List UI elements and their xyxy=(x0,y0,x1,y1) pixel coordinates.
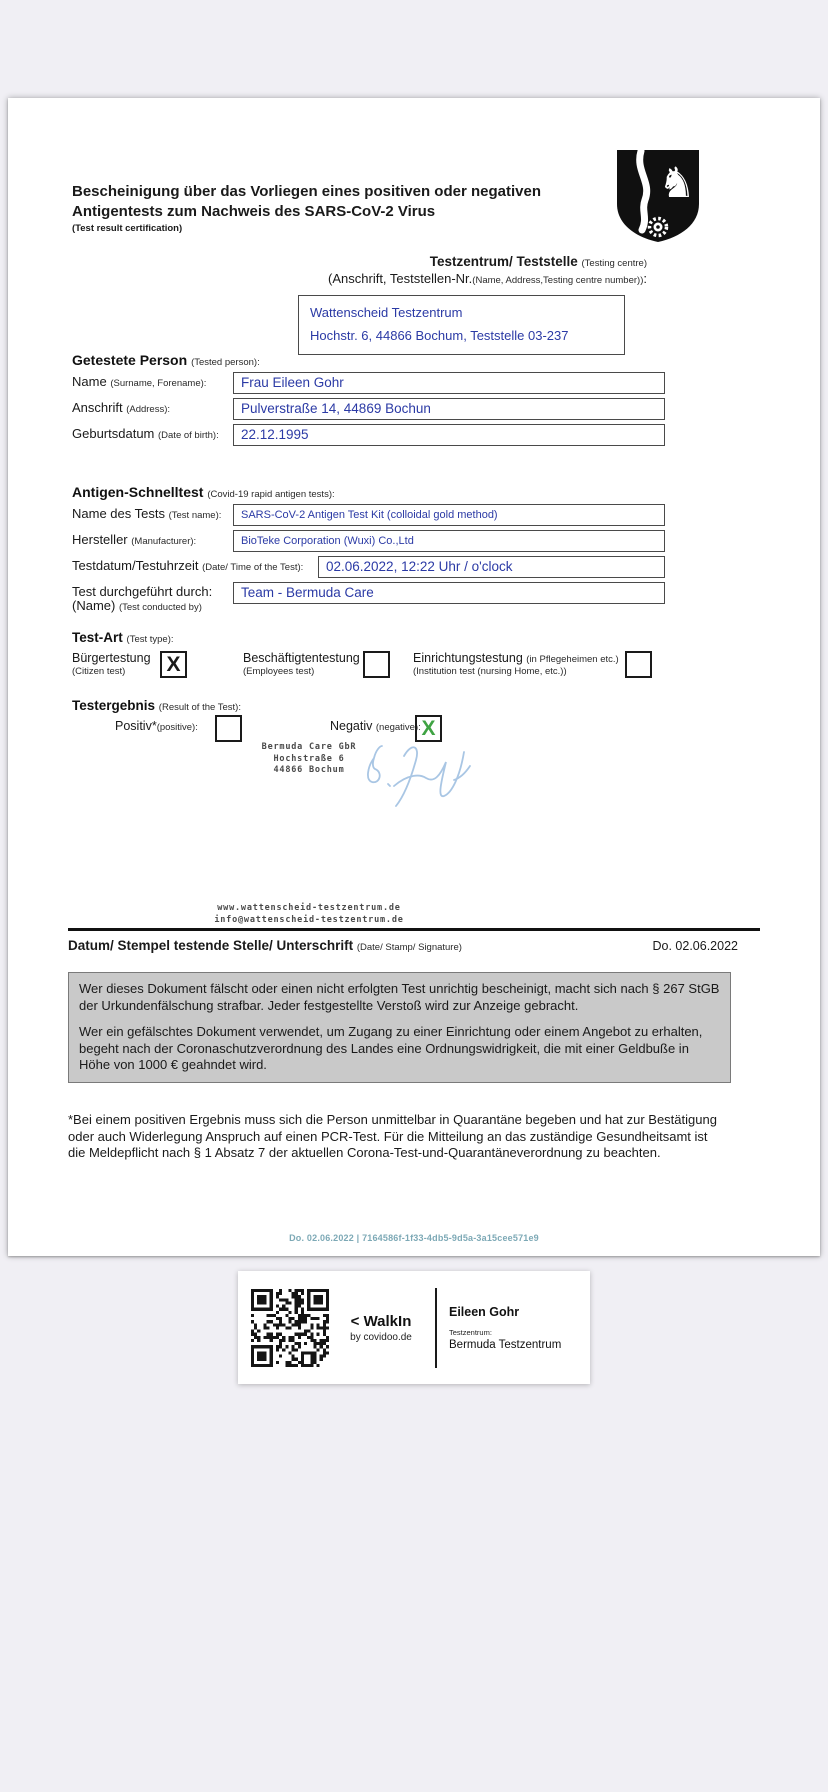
walkin-brand xyxy=(335,1313,427,1343)
title-line2: Antigentests zum Nachweis des SARS-CoV-2 Virus xyxy=(72,203,436,220)
section-tested-person: Getestete Person (Tested person): xyxy=(72,352,260,368)
test-fields xyxy=(72,504,665,619)
institution-test-checkbox[interactable] xyxy=(625,651,652,678)
option-employees-test: Beschäftigtentestung (Employees test) xyxy=(243,651,360,677)
field-row-conducted-by: Test durchgeführt durch: (Name) (Test conducted by) Team - Bermuda Care xyxy=(72,582,665,615)
warning-paragraph-2: Wer ein gefälschtes Dokument verwendet, um Zugang zu einer Einrichtung oder einem Angebot zu erhalten, begeht nach der Coronaschutzverordnung des Landes eine Ordnungswidrigkeit, die mit einer Geldbuße in Höhe von 1000 € geahndet wird. xyxy=(79,1024,703,1072)
testcentre-name: Wattenscheid Testzentrum xyxy=(310,305,463,320)
stamp-email: info@wattenscheid-testzentrum.de xyxy=(214,914,404,925)
negative-checkbox[interactable]: X xyxy=(415,715,442,742)
card-divider xyxy=(435,1288,437,1368)
title-subtitle: (Test result certification) xyxy=(72,223,183,234)
field-row-address: Anschrift (Address): Pulverstraße 14, 44869 Bochun xyxy=(72,398,665,420)
test-type-options xyxy=(72,651,772,691)
option-positive: Positiv*(positive): xyxy=(115,719,198,733)
field-row-name: Name (Surname, Forename): Frau Eileen Gohr xyxy=(72,372,665,394)
manufacturer-value: BioTeke Corporation (Wuxi) Co.,Ltd xyxy=(233,530,665,552)
certificate-title xyxy=(72,182,541,234)
stamp-contact xyxy=(191,903,427,926)
nrw-coat-of-arms-icon xyxy=(614,148,702,244)
testcentre-address: Hochstr. 6, 44866 Bochum, Teststelle 03-237 xyxy=(310,328,569,343)
testcentre-address-box xyxy=(298,295,625,355)
section-antigen-test: Antigen-Schnelltest (Covid-19 rapid antigen tests): xyxy=(72,484,335,500)
section-test-type: Test-Art (Test type): xyxy=(72,630,174,645)
signature-date: Do. 02.06.2022 xyxy=(652,939,738,953)
testcentre-subheading-en: (Name, Address,Testing centre number)) xyxy=(472,275,644,286)
stamp-website: www.wattenscheid-testzentrum.de xyxy=(217,903,401,913)
testname-value: SARS-CoV-2 Antigen Test Kit (colloidal gold method) xyxy=(233,504,665,526)
testcentre-heading-de: Testzentrum/ Teststelle xyxy=(429,254,578,269)
qr-code xyxy=(251,1289,329,1367)
field-row-birthdate: Geburtsdatum (Date of birth): 22.12.1995 xyxy=(72,424,665,446)
card-centre-name: Bermuda Testzentrum xyxy=(449,1338,562,1351)
stamp-address: Bermuda Care GbR Hochstraße 6 44866 Bochum xyxy=(261,742,357,775)
warning-box xyxy=(68,972,731,1083)
address-value: Pulverstraße 14, 44869 Bochun xyxy=(233,398,665,420)
positive-result-footnote: *Bei einem positiven Ergebnis muss sich die Person unmittelbar in Quarantäne begeben und hat zur Bestätigung oder auch Widerlegung Anspruch auf einen PCR-Test. Für die Mitteilung an das zuständige Gesundheitsamt ist die Meldepflicht nach § 1 Absatz 7 der aktuellen Corona-Test-und-Quarantäneverordnung zu beachten. xyxy=(68,1112,717,1160)
person-fields xyxy=(72,372,665,450)
field-row-testdate: Testdatum/Testuhrzeit (Date/ Time of the Test): 02.06.2022, 12:22 Uhr / o'clock xyxy=(72,556,665,578)
signature-icon xyxy=(360,734,478,820)
field-row-testname: Name des Tests (Test name): SARS-CoV-2 Antigen Test Kit (colloidal gold method) xyxy=(72,504,665,526)
card-person-name: Eileen Gohr xyxy=(449,1304,520,1319)
field-row-manufacturer: Hersteller (Manufacturer): BioTeke Corporation (Wuxi) Co.,Ltd xyxy=(72,530,665,552)
svg-text:♞: ♞ xyxy=(658,158,696,207)
positive-checkbox[interactable] xyxy=(215,715,242,742)
testcentre-heading-en: (Testing centre) xyxy=(581,258,647,269)
signature-row: Datum/ Stempel testende Stelle/ Unterschrift (Date/ Stamp/ Signature) Do. 02.06.2022 xyxy=(68,938,738,953)
testcentre-subheading-de: (Anschrift, Teststellen-Nr. xyxy=(328,271,473,286)
walkin-byline: by covidoo.de xyxy=(350,1331,412,1343)
testcentre-heading: Testzentrum/ Teststelle (Testing centre) (Anschrift, Teststellen-Nr.(Name, Address,Testing centre number)): xyxy=(328,254,647,286)
title-line1: Bescheinigung über das Vorliegen eines positiven oder negativen xyxy=(72,183,541,200)
name-value: Frau Eileen Gohr xyxy=(233,372,665,394)
birthdate-value: 22.12.1995 xyxy=(233,424,665,446)
option-institution-test: Einrichtungstestung (in Pflegeheimen etc.) (Institution test (nursing Home, etc.)) xyxy=(413,651,619,677)
walkin-card xyxy=(238,1271,590,1384)
testdate-value: 02.06.2022, 12:22 Uhr / o'clock xyxy=(318,556,665,578)
employees-test-checkbox[interactable] xyxy=(363,651,390,678)
certificate-page xyxy=(8,98,820,1256)
card-info xyxy=(449,1305,561,1351)
warning-paragraph-1: Wer dieses Dokument fälscht oder einen nicht erfolgten Test unrichtig bescheinigt, macht sich nach § 267 StGB der Urkundenfälschung strafbar. Jeder festgestellte Verstoß wird zur Anzeige gebracht. xyxy=(79,981,720,1013)
conducted-by-value: Team - Bermuda Care xyxy=(233,582,665,604)
option-negative: Negativ (negative): xyxy=(330,719,421,733)
option-citizen-test: Bürgertestung (Citizen test) xyxy=(72,651,151,677)
document-id-footer: Do. 02.06.2022 | 7164586f-1f33-4db5-9d5a-3a15cee571e9 xyxy=(289,1233,539,1243)
card-centre-label: Testzentrum: xyxy=(449,1327,492,1337)
divider-rule xyxy=(68,928,760,931)
walkin-logo: < WalkIn xyxy=(350,1312,412,1330)
section-result: Testergebnis (Result of the Test): xyxy=(72,698,241,713)
citizen-test-checkbox[interactable]: X xyxy=(160,651,187,678)
